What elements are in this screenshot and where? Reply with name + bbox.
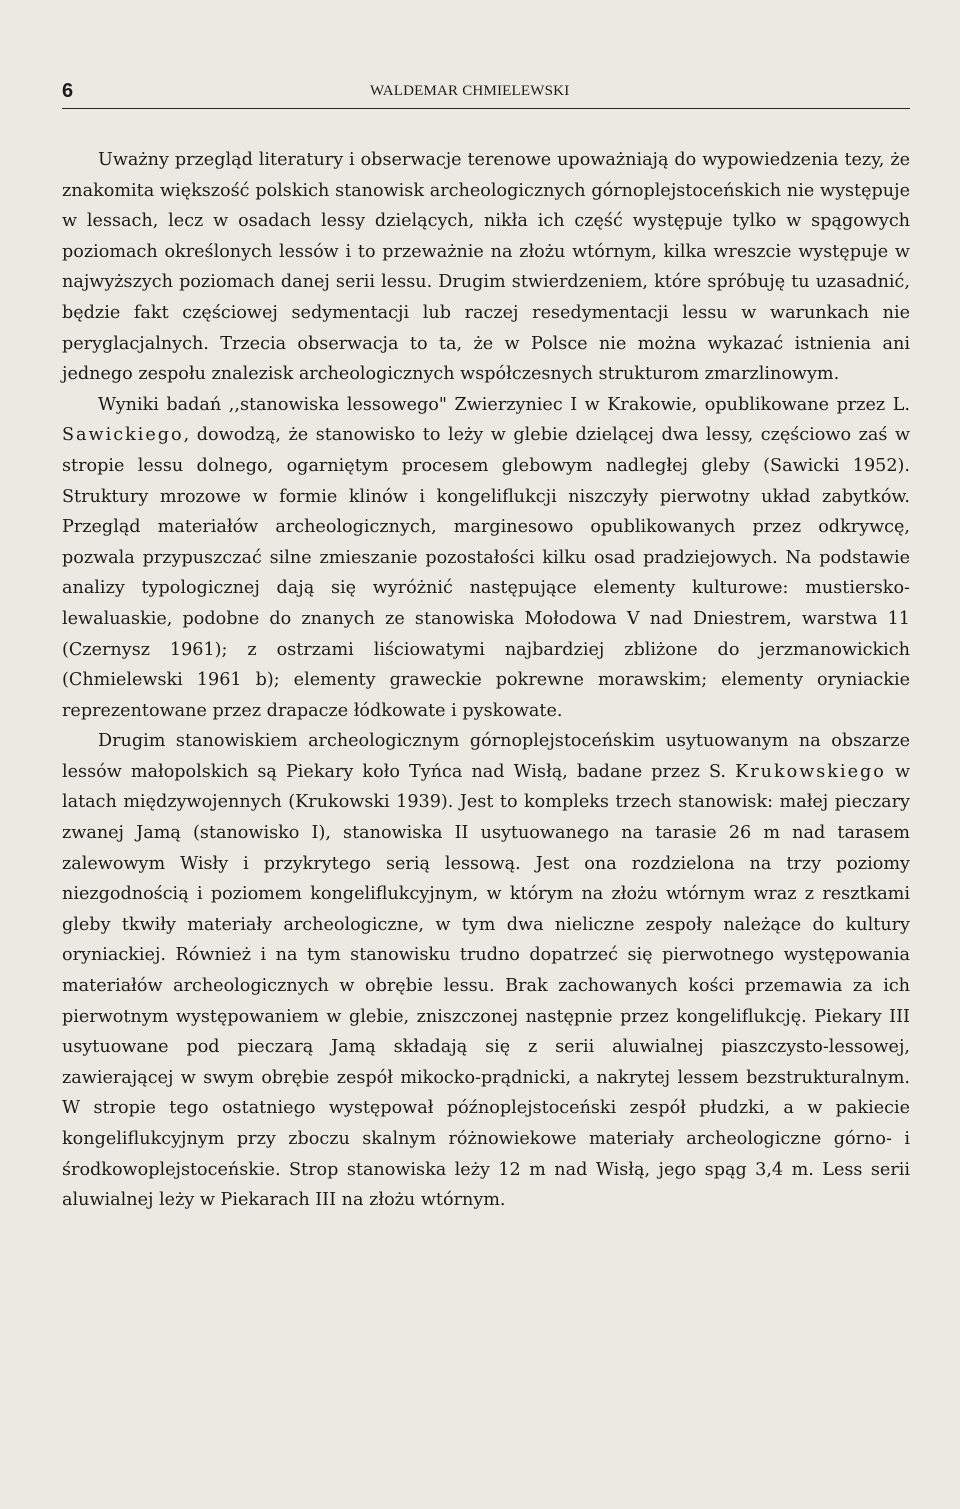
- paragraph-3-text-after: w latach międzywojennych (Krukowski 1939). Jest to kompleks trzech stanowisk: małej pieczary zwanej Jamą (stanowisko I), stanowiska II usytuowanego na tarasie 26 m nad tarasem zalewowym Wisły i przykrytego serią lessową. Jest ona rozdzielona na trzy poziomy niezgodnością i poziomem kongeliflukcyjnym, w którym na złożu wtórnym wraz z resztkami gleby tkwiły materiały archeologiczne, w tym dwa nieliczne zespoły należące do kultury oryniackiej. Również i na tym stanowisku trudno dopatrzeć się pierwotnego występowania materiałów archeologicznych w obrębie lessu. Brak zachowanych kości przemawia za ich pierwotnym występowaniem w glebie, zniszczonej następnie przez kongeliflukcję. Piekary III usytuowane pod pieczarą Jamą składają się z serii aluwialnej piaszczysto-lessowej, zawierającej w swym obrębie zespół mikocko-prądnicki, a nakrytej lessem bezstrukturalnym. W stropie tego ostatniego występował późnoplejstoceński zespół płudzki, a w pakiecie kongeliflukcyjnym przy zboczu skalnym różnowiekowe materiały archeologiczne górno- i środkowoplejstoceńskie. Strop stanowiska leży 12 m nad Wisłą, jego spąg 3,4 m. Less serii aluwialnej leży w Piekarach III na złożu wtórnym.: [62, 761, 911, 1211]
- paragraph-1: [62, 145, 910, 390]
- paragraph-1-text: Uważny przegląd literatury i obserwacje terenowe upoważniają do wypowiedzenia tezy, że znakomita większość polskich stanowisk archeologicznych górnoplejstoceńskich nie występuje w lessach, lecz w osadach lessy dzielących, nikła ich część występuje tylko w spągowych poziomach określonych lessów i to przeważnie na złożu wtórnym, kilka wreszcie występuje w najwyższych poziomach danej serii lessu. Drugim stwierdzeniem, które spróbuję tu uzasadnić, będzie fakt częściowej sedymentacji lub raczej resedymentacji lessu w warunkach nie peryglacjalnych. Trzecia obserwacja to ta, że w Polsce nie można wykazać istnienia ani jednego zespołu znalezisk archeologicznych współczesnych strukturom zmarzlinowym.: [62, 150, 910, 385]
- paragraph-2: [62, 390, 910, 727]
- paragraph-2-text-after: , dowodzą, że stanowisko to leży w glebie dzielącej dwa lessy, częściowo zaś w stropie lessu dolnego, ogarniętym procesem glebowym nadległej gleby (Sawicki 1952). Struktury mrozowe w formie klinów i kongeliflukcji niszczyły pierwotny układ zabytków. Przegląd materiałów archeologicznych, marginesowo opublikowanych przez odkrywcę, pozwala przypuszczać silne zmieszanie pozostałości kilku osad pradziejowych. Na podstawie analizy typologicznej dają się wyróżnić następujące elementy kulturowe: mustiersko-lewaluaskie, podobne do znanych ze stanowiska Mołodowa V nad Dniestrem, warstwa 11 (Czernysz 1961); z ostrzami liściowatymi najbardziej zbliżone do jerzmanowickich (Chmielewski 1961 b); elementy graweckie pokrewne morawskim; elementy oryniackie reprezentowane przez drapacze łódkowate i pyskowate.: [62, 425, 910, 721]
- running-head: [62, 78, 910, 109]
- running-head-author: WALDEMAR CHMIELEWSKI: [370, 83, 570, 99]
- body-text: [62, 145, 910, 1216]
- author-name-sawicki: Sawickiego: [62, 425, 184, 446]
- paragraph-2-text-before: Wyniki badań ,,stanowiska lessowego" Zwierzyniec I w Krakowie, opublikowane przez L.: [98, 394, 910, 415]
- paragraph-3: [62, 726, 910, 1216]
- author-name-krukowski: Krukowskiego: [735, 761, 886, 782]
- paragraph-3-text-before: Drugim stanowiskiem archeologicznym górnoplejstoceńskim usytuowanym na obszarze lessów małopolskich są Piekary koło Tyńca nad Wisłą, badane przez S.: [62, 731, 910, 782]
- page-number: 6: [62, 80, 74, 102]
